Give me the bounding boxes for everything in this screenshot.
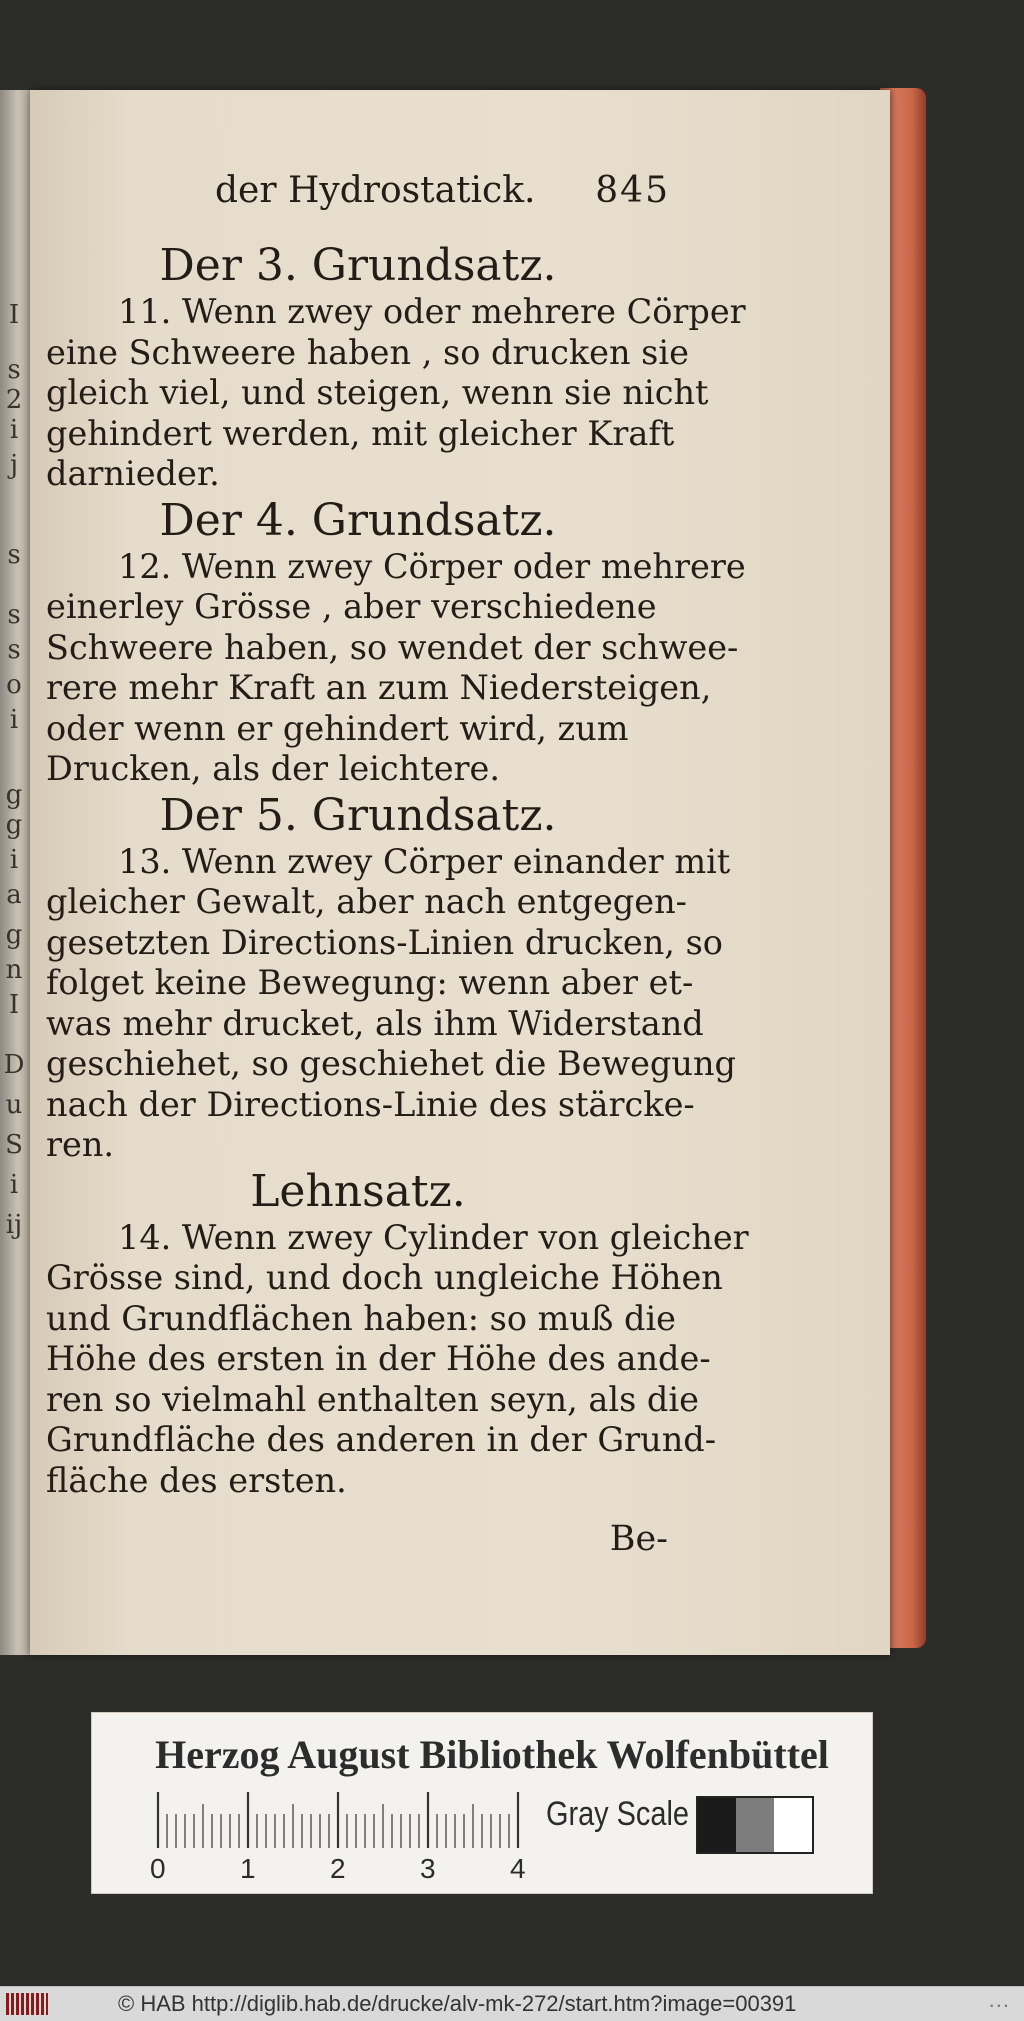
text-line: gleich viel, und steigen, wenn sie nicht — [46, 373, 709, 412]
gray-swatch — [698, 1798, 736, 1852]
text-line: ren. — [46, 1125, 115, 1164]
color-calibration-card — [91, 1712, 873, 1894]
text-line: ren so vielmahl enthalten seyn, als die — [46, 1379, 699, 1419]
ruler-numbers — [92, 1853, 872, 1883]
margin-fragment: j — [9, 450, 19, 480]
section-heading: Der 4. Grundsatz. — [159, 494, 557, 546]
section-paragraph — [46, 546, 746, 790]
text-line: und Grundflächen haben: so muß die — [46, 1298, 677, 1338]
text-line: 14. Wenn zwey Cylinder von gleicher — [118, 1217, 749, 1257]
text-line: geschiehet, so geschiehet die Bewegung — [46, 1044, 736, 1083]
text-line: 12. Wenn zwey Cörper oder mehrere — [118, 546, 746, 586]
ruler-ticks — [156, 1790, 536, 1850]
text-line: fläche des ersten. — [46, 1460, 347, 1500]
section-paragraph — [46, 292, 746, 495]
margin-fragment: n — [5, 955, 23, 985]
running-head-title: der Hydrostatick. — [215, 170, 536, 211]
text-line: oder wenn er gehindert wird, zum — [46, 708, 629, 748]
margin-fragment: a — [6, 880, 22, 910]
margin-fragment: i — [9, 1170, 19, 1200]
margin-fragment: u — [5, 1090, 23, 1120]
ruler-number: 1 — [240, 1853, 256, 1884]
ruler-number: 0 — [150, 1853, 166, 1884]
section-heading: Lehnsatz. — [250, 1165, 466, 1217]
scale-ruler — [156, 1790, 536, 1850]
gray-scale-label: Gray Scale — [546, 1795, 689, 1833]
text-line: eine Schweere haben , so drucken sie — [46, 332, 689, 372]
margin-fragment: g — [5, 810, 23, 840]
text-line: Grösse sind, und doch ungleiche Höhen — [46, 1258, 723, 1297]
section-paragraph — [46, 841, 736, 1166]
catchword: Be- — [609, 1519, 668, 1559]
text-line: einerley Grösse , aber verschiedene — [46, 587, 657, 626]
margin-fragment: I — [8, 990, 20, 1020]
margin-fragment: g — [5, 920, 23, 950]
text-line: gesetzten Directions-Linien drucken, so — [46, 922, 723, 962]
margin-fragment: ij — [5, 1210, 23, 1240]
margin-fragment: s — [7, 635, 21, 665]
hab-logo-icon — [6, 1993, 48, 2015]
margin-fragment: I — [8, 300, 20, 330]
text-line: was mehr drucket, als ihm Widerstand — [46, 1003, 704, 1043]
margin-fragment: s — [7, 540, 21, 570]
margin-fragment: s — [7, 355, 21, 385]
gray-scale-swatches — [696, 1796, 814, 1854]
margin-fragment: g — [5, 780, 23, 810]
margin-fragment: o — [6, 670, 22, 700]
margin-fragment: i — [9, 845, 19, 875]
text-line: Grundfläche des anderen in der Grund- — [46, 1420, 717, 1459]
margin-fragment: i — [9, 705, 19, 735]
text-line: gleicher Gewalt, aber nach entgegen- — [46, 882, 687, 921]
section-heading: Der 5. Grundsatz. — [159, 789, 557, 841]
margin-fragment: D — [3, 1050, 25, 1080]
margin-fragment: i — [9, 415, 19, 445]
text-line: Höhe des ersten in der Höhe des ande- — [46, 1339, 711, 1378]
text-line: rere mehr Kraft an zum Niedersteigen, — [46, 668, 712, 707]
text-line: 13. Wenn zwey Cörper einander mit — [118, 841, 731, 881]
section-heading: Der 3. Grundsatz. — [159, 240, 557, 291]
margin-fragment: s — [7, 600, 21, 630]
page-text — [46, 240, 749, 1560]
text-line: folget keine Bewegung: wenn aber et- — [46, 963, 694, 1002]
footer-credit[interactable]: © HAB http://diglib.hab.de/drucke/alv-mk-272/start.htm?image=00391 — [118, 1991, 797, 2016]
ruler-number: 4 — [510, 1853, 526, 1884]
text-line: nach der Directions-Linie des stärcke- — [46, 1084, 695, 1124]
previous-page-edge — [0, 90, 30, 1655]
ruler-number: 3 — [420, 1853, 436, 1884]
more-icon[interactable]: ... — [988, 1987, 1010, 2012]
text-line: Drucken, als der leichtere. — [46, 749, 501, 788]
page-number: 845 — [595, 170, 670, 211]
text-line: darnieder. — [46, 454, 220, 493]
margin-fragment: S — [5, 1130, 23, 1160]
footer-bar — [0, 1986, 1024, 2021]
text-line: Schweere haben, so wendet der schwee- — [46, 627, 739, 667]
gray-swatch — [736, 1798, 774, 1852]
ruler-number: 2 — [330, 1853, 346, 1884]
text-line: gehindert werden, mit gleicher Kraft — [46, 413, 675, 453]
section-paragraph — [46, 1217, 749, 1502]
gray-swatch — [774, 1798, 812, 1852]
library-name: Herzog August Bibliothek Wolfenbüttel — [155, 1732, 829, 1777]
text-line: 11. Wenn zwey oder mehrere Cörper — [118, 292, 746, 331]
margin-fragment: 2 — [5, 385, 23, 415]
